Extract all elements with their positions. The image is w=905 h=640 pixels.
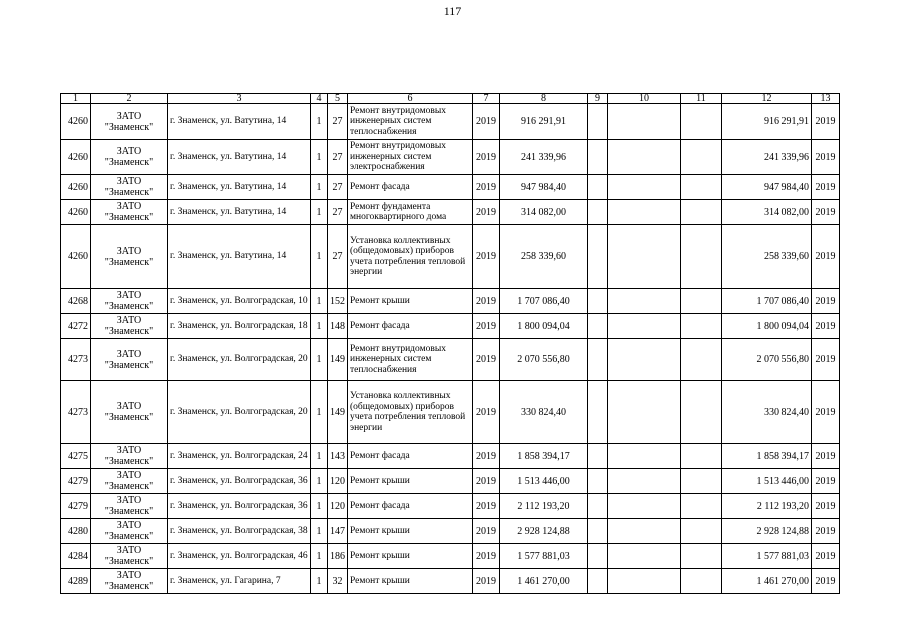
col-13-year-cell: 2019 <box>812 314 840 339</box>
col-9-cell <box>588 494 608 519</box>
year-cell: 2019 <box>473 569 500 594</box>
col-4-cell: 1 <box>311 140 328 175</box>
municipality-line-2: "Знаменск" <box>104 359 154 371</box>
table-row <box>61 569 840 594</box>
municipality-line-1: ЗАТО <box>116 290 142 301</box>
municipality-line-2: "Знаменск" <box>104 157 154 168</box>
col-12-cost-cell: 2 070 556,80 <box>722 339 812 381</box>
header-cell: 9 <box>588 94 608 104</box>
col-5-cell: 149 <box>328 339 348 381</box>
col-12-cost-cell: 1 858 394,17 <box>722 444 812 469</box>
work-type-cell: Ремонт крыши <box>348 519 473 544</box>
col-11-cell <box>681 225 722 289</box>
address-cell: г. Знаменск, ул. Волгоградская, 36 <box>168 469 311 494</box>
col-4-cell: 1 <box>311 469 328 494</box>
municipality-line-1: ЗАТО <box>116 146 142 157</box>
municipality-cell <box>91 569 168 594</box>
cost-cell: 1 858 394,17 <box>500 444 588 469</box>
municipality-cell <box>91 339 168 381</box>
col-11-cell <box>681 140 722 175</box>
cost-cell: 314 082,00 <box>500 200 588 225</box>
col-10-cell <box>608 569 681 594</box>
municipality-cell <box>91 225 168 289</box>
row-number-cell: 4289 <box>61 569 91 594</box>
municipality-cell <box>91 175 168 200</box>
municipality-cell <box>91 140 168 175</box>
col-9-cell <box>588 381 608 444</box>
cost-cell: 330 824,40 <box>500 381 588 444</box>
municipality-line-2: "Знаменск" <box>104 581 154 592</box>
col-4-cell: 1 <box>311 200 328 225</box>
address-cell: г. Знаменск, ул. Волгоградская, 20 <box>168 381 311 444</box>
col-5-cell: 148 <box>328 314 348 339</box>
col-10-cell <box>608 544 681 569</box>
work-type-cell: Ремонт фундамента многоквартирного дома <box>348 200 473 225</box>
col-4-cell: 1 <box>311 225 328 289</box>
col-4-cell: 1 <box>311 314 328 339</box>
work-type-cell: Установка коллективных (общедомовых) приборов учета потребления тепловой энергии <box>348 381 473 444</box>
col-4-cell: 1 <box>311 519 328 544</box>
col-5-cell: 120 <box>328 494 348 519</box>
col-9-cell <box>588 544 608 569</box>
table-row <box>61 175 840 200</box>
capital-repair-table <box>60 93 840 594</box>
table-row <box>61 225 840 289</box>
work-type-cell: Ремонт внутридомовых инженерных систем теплоснабжения <box>348 339 473 381</box>
col-10-cell <box>608 339 681 381</box>
year-cell: 2019 <box>473 140 500 175</box>
year-cell: 2019 <box>473 339 500 381</box>
year-cell: 2019 <box>473 314 500 339</box>
col-13-year-cell: 2019 <box>812 469 840 494</box>
municipality-line-2: "Знаменск" <box>104 187 154 198</box>
col-10-cell <box>608 494 681 519</box>
year-cell: 2019 <box>473 494 500 519</box>
municipality-line-1: ЗАТО <box>116 545 142 556</box>
col-10-cell <box>608 104 681 140</box>
municipality-cell <box>91 444 168 469</box>
row-number-cell: 4284 <box>61 544 91 569</box>
col-12-cost-cell: 1 461 270,00 <box>722 569 812 594</box>
col-10-cell <box>608 140 681 175</box>
row-number-cell: 4260 <box>61 225 91 289</box>
col-12-cost-cell: 1 800 094,04 <box>722 314 812 339</box>
header-cell: 12 <box>722 94 812 104</box>
table-row <box>61 140 840 175</box>
cost-cell: 1 577 881,03 <box>500 544 588 569</box>
col-12-cost-cell: 314 082,00 <box>722 200 812 225</box>
col-10-cell <box>608 289 681 314</box>
year-cell: 2019 <box>473 200 500 225</box>
col-13-year-cell: 2019 <box>812 140 840 175</box>
year-cell: 2019 <box>473 519 500 544</box>
cost-cell: 258 339,60 <box>500 225 588 289</box>
col-12-cost-cell: 1 577 881,03 <box>722 544 812 569</box>
work-type-cell: Ремонт внутридомовых инженерных систем теплоснабжения <box>348 104 473 140</box>
col-5-cell: 27 <box>328 140 348 175</box>
table-row <box>61 519 840 544</box>
header-cell: 3 <box>168 94 311 104</box>
cost-cell: 1 461 270,00 <box>500 569 588 594</box>
municipality-line-1: ЗАТО <box>116 495 142 506</box>
col-11-cell <box>681 289 722 314</box>
table-row <box>61 494 840 519</box>
table-row <box>61 289 840 314</box>
col-10-cell <box>608 469 681 494</box>
col-11-cell <box>681 469 722 494</box>
col-13-year-cell: 2019 <box>812 444 840 469</box>
col-9-cell <box>588 200 608 225</box>
municipality-line-1: ЗАТО <box>116 348 142 360</box>
table-row <box>61 381 840 444</box>
col-13-year-cell: 2019 <box>812 200 840 225</box>
header-cell: 1 <box>61 94 91 104</box>
col-10-cell <box>608 225 681 289</box>
work-type-cell: Ремонт внутридомовых инженерных систем электроснабжения <box>348 140 473 175</box>
cost-cell: 1 707 086,40 <box>500 289 588 314</box>
address-cell: г. Знаменск, ул. Волгоградская, 38 <box>168 519 311 544</box>
municipality-cell <box>91 519 168 544</box>
cost-cell: 2 112 193,20 <box>500 494 588 519</box>
col-12-cost-cell: 258 339,60 <box>722 225 812 289</box>
municipality-cell <box>91 544 168 569</box>
col-10-cell <box>608 314 681 339</box>
col-10-cell <box>608 175 681 200</box>
col-9-cell <box>588 469 608 494</box>
header-cell: 11 <box>681 94 722 104</box>
cost-cell: 2 070 556,80 <box>500 339 588 381</box>
work-type-cell: Ремонт фасада <box>348 175 473 200</box>
col-9-cell <box>588 175 608 200</box>
col-13-year-cell: 2019 <box>812 381 840 444</box>
municipality-line-2: "Знаменск" <box>104 456 154 467</box>
col-4-cell: 1 <box>311 494 328 519</box>
table-row <box>61 200 840 225</box>
address-cell: г. Знаменск, ул. Волгоградская, 36 <box>168 494 311 519</box>
header-cell: 10 <box>608 94 681 104</box>
municipality-cell <box>91 469 168 494</box>
col-13-year-cell: 2019 <box>812 494 840 519</box>
col-13-year-cell: 2019 <box>812 339 840 381</box>
address-cell: г. Знаменск, ул. Ватутина, 14 <box>168 104 311 140</box>
municipality-line-1: ЗАТО <box>116 245 142 257</box>
col-10-cell <box>608 519 681 544</box>
col-5-cell: 143 <box>328 444 348 469</box>
col-10-cell <box>608 200 681 225</box>
col-11-cell <box>681 569 722 594</box>
address-cell: г. Знаменск, ул. Волгоградская, 46 <box>168 544 311 569</box>
work-type-cell: Ремонт крыши <box>348 569 473 594</box>
work-type-cell: Установка коллективных (общедомовых) приборов учета потребления тепловой энергии <box>348 225 473 289</box>
col-9-cell <box>588 569 608 594</box>
row-number-cell: 4279 <box>61 469 91 494</box>
municipality-line-1: ЗАТО <box>116 401 142 412</box>
work-type-cell: Ремонт крыши <box>348 289 473 314</box>
municipality-line-1: ЗАТО <box>116 445 142 456</box>
work-type-cell: Ремонт крыши <box>348 544 473 569</box>
address-cell: г. Знаменск, ул. Волгоградская, 18 <box>168 314 311 339</box>
col-11-cell <box>681 544 722 569</box>
col-5-cell: 120 <box>328 469 348 494</box>
municipality-line-2: "Знаменск" <box>104 212 154 223</box>
table-row <box>61 339 840 381</box>
address-cell: г. Знаменск, ул. Волгоградская, 10 <box>168 289 311 314</box>
row-number-cell: 4273 <box>61 381 91 444</box>
col-4-cell: 1 <box>311 544 328 569</box>
col-4-cell: 1 <box>311 175 328 200</box>
col-9-cell <box>588 519 608 544</box>
col-12-cost-cell: 330 824,40 <box>722 381 812 444</box>
address-cell: г. Знаменск, ул. Волгоградская, 20 <box>168 339 311 381</box>
year-cell: 2019 <box>473 381 500 444</box>
col-11-cell <box>681 519 722 544</box>
row-number-cell: 4268 <box>61 289 91 314</box>
col-4-cell: 1 <box>311 444 328 469</box>
municipality-line-2: "Знаменск" <box>104 256 154 268</box>
col-9-cell <box>588 339 608 381</box>
col-11-cell <box>681 104 722 140</box>
row-number-cell: 4260 <box>61 200 91 225</box>
header-cell: 8 <box>500 94 588 104</box>
work-type-cell: Ремонт фасада <box>348 314 473 339</box>
municipality-cell <box>91 104 168 140</box>
header-cell: 5 <box>328 94 348 104</box>
municipality-line-2: "Знаменск" <box>104 556 154 567</box>
row-number-cell: 4260 <box>61 104 91 140</box>
municipality-line-2: "Знаменск" <box>104 301 154 312</box>
municipality-cell <box>91 494 168 519</box>
municipality-line-1: ЗАТО <box>116 201 142 212</box>
table-row <box>61 314 840 339</box>
municipality-cell <box>91 200 168 225</box>
municipality-line-1: ЗАТО <box>116 520 142 531</box>
cost-cell: 916 291,91 <box>500 104 588 140</box>
col-5-cell: 27 <box>328 175 348 200</box>
cost-cell: 1 800 094,04 <box>500 314 588 339</box>
year-cell: 2019 <box>473 469 500 494</box>
header-cell: 7 <box>473 94 500 104</box>
header-row <box>61 94 840 104</box>
municipality-line-2: "Знаменск" <box>104 121 154 133</box>
col-11-cell <box>681 175 722 200</box>
col-5-cell: 27 <box>328 225 348 289</box>
col-4-cell: 1 <box>311 104 328 140</box>
cost-cell: 241 339,96 <box>500 140 588 175</box>
col-5-cell: 147 <box>328 519 348 544</box>
municipality-line-1: ЗАТО <box>116 176 142 187</box>
cost-cell: 1 513 446,00 <box>500 469 588 494</box>
col-5-cell: 27 <box>328 104 348 140</box>
address-cell: г. Знаменск, ул. Ватутина, 14 <box>168 175 311 200</box>
col-5-cell: 32 <box>328 569 348 594</box>
cost-cell: 947 984,40 <box>500 175 588 200</box>
col-12-cost-cell: 916 291,91 <box>722 104 812 140</box>
col-4-cell: 1 <box>311 569 328 594</box>
municipality-line-1: ЗАТО <box>116 110 142 122</box>
col-13-year-cell: 2019 <box>812 175 840 200</box>
col-4-cell: 1 <box>311 381 328 444</box>
row-number-cell: 4279 <box>61 494 91 519</box>
municipality-line-2: "Знаменск" <box>104 326 154 337</box>
col-9-cell <box>588 225 608 289</box>
col-13-year-cell: 2019 <box>812 289 840 314</box>
table-row <box>61 469 840 494</box>
row-number-cell: 4275 <box>61 444 91 469</box>
cost-cell: 2 928 124,88 <box>500 519 588 544</box>
col-12-cost-cell: 2 112 193,20 <box>722 494 812 519</box>
col-11-cell <box>681 444 722 469</box>
col-11-cell <box>681 314 722 339</box>
col-5-cell: 152 <box>328 289 348 314</box>
col-13-year-cell: 2019 <box>812 519 840 544</box>
year-cell: 2019 <box>473 104 500 140</box>
row-number-cell: 4260 <box>61 140 91 175</box>
col-4-cell: 1 <box>311 339 328 381</box>
address-cell: г. Знаменск, ул. Ватутина, 14 <box>168 140 311 175</box>
col-12-cost-cell: 947 984,40 <box>722 175 812 200</box>
municipality-line-2: "Знаменск" <box>104 412 154 423</box>
col-11-cell <box>681 339 722 381</box>
col-10-cell <box>608 444 681 469</box>
year-cell: 2019 <box>473 225 500 289</box>
col-13-year-cell: 2019 <box>812 104 840 140</box>
col-11-cell <box>681 200 722 225</box>
year-cell: 2019 <box>473 544 500 569</box>
col-11-cell <box>681 381 722 444</box>
table-row <box>61 444 840 469</box>
address-cell: г. Знаменск, ул. Волгоградская, 24 <box>168 444 311 469</box>
col-9-cell <box>588 444 608 469</box>
col-12-cost-cell: 1 707 086,40 <box>722 289 812 314</box>
municipality-line-2: "Знаменск" <box>104 506 154 517</box>
address-cell: г. Знаменск, ул. Гагарина, 7 <box>168 569 311 594</box>
header-cell: 6 <box>348 94 473 104</box>
municipality-line-2: "Знаменск" <box>104 481 154 492</box>
col-13-year-cell: 2019 <box>812 569 840 594</box>
municipality-line-1: ЗАТО <box>116 315 142 326</box>
table-row <box>61 104 840 140</box>
row-number-cell: 4280 <box>61 519 91 544</box>
col-9-cell <box>588 104 608 140</box>
col-13-year-cell: 2019 <box>812 225 840 289</box>
col-9-cell <box>588 314 608 339</box>
work-type-cell: Ремонт фасада <box>348 444 473 469</box>
year-cell: 2019 <box>473 175 500 200</box>
year-cell: 2019 <box>473 444 500 469</box>
row-number-cell: 4260 <box>61 175 91 200</box>
col-12-cost-cell: 241 339,96 <box>722 140 812 175</box>
header-cell: 4 <box>311 94 328 104</box>
col-12-cost-cell: 2 928 124,88 <box>722 519 812 544</box>
municipality-cell <box>91 381 168 444</box>
col-5-cell: 149 <box>328 381 348 444</box>
work-type-cell: Ремонт фасада <box>348 494 473 519</box>
header-cell: 2 <box>91 94 168 104</box>
table-row <box>61 544 840 569</box>
municipality-line-2: "Знаменск" <box>104 531 154 542</box>
header-cell: 13 <box>812 94 840 104</box>
work-type-cell: Ремонт крыши <box>348 469 473 494</box>
col-5-cell: 27 <box>328 200 348 225</box>
address-cell: г. Знаменск, ул. Ватутина, 14 <box>168 225 311 289</box>
address-cell: г. Знаменск, ул. Ватутина, 14 <box>168 200 311 225</box>
municipality-cell <box>91 314 168 339</box>
col-13-year-cell: 2019 <box>812 544 840 569</box>
col-9-cell <box>588 140 608 175</box>
page-number: 117 <box>443 4 462 18</box>
municipality-cell <box>91 289 168 314</box>
year-cell: 2019 <box>473 289 500 314</box>
col-4-cell: 1 <box>311 289 328 314</box>
row-number-cell: 4272 <box>61 314 91 339</box>
col-5-cell: 186 <box>328 544 348 569</box>
col-9-cell <box>588 289 608 314</box>
municipality-line-1: ЗАТО <box>116 470 142 481</box>
row-number-cell: 4273 <box>61 339 91 381</box>
col-11-cell <box>681 494 722 519</box>
municipality-line-1: ЗАТО <box>116 570 142 581</box>
col-10-cell <box>608 381 681 444</box>
col-12-cost-cell: 1 513 446,00 <box>722 469 812 494</box>
